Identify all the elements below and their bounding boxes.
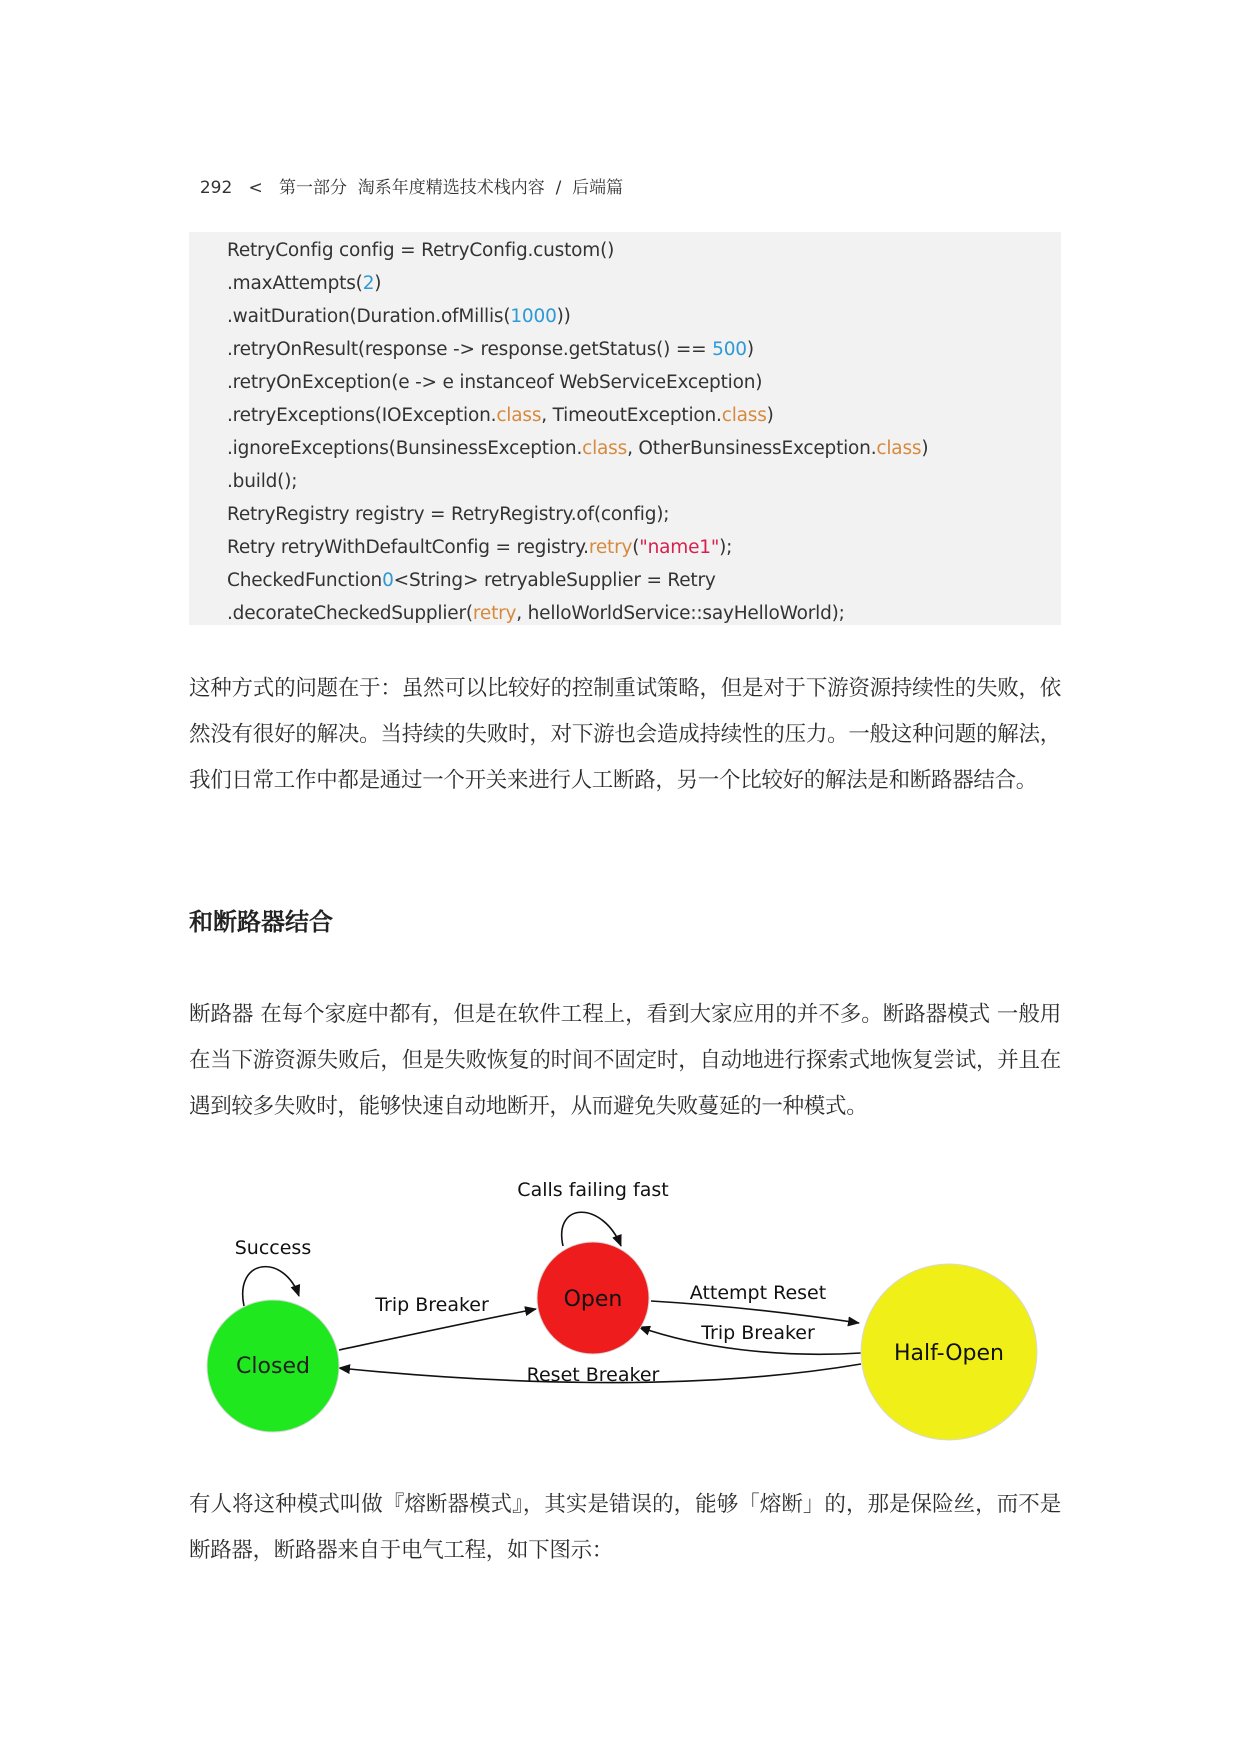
half-open-state-label: Half-Open [894,1341,1004,1366]
code-line [227,564,1061,597]
trip-breaker-label-1: Trip Breaker [375,1294,489,1316]
page-number: 292 [199,178,233,198]
code-line [227,399,1061,432]
reset-breaker-label: Reset Breaker [526,1364,660,1386]
code-token: )) [556,306,571,327]
code-line [227,333,1061,366]
code-token: .retryExceptions(IOException. [227,405,497,426]
code-line [227,597,1061,630]
code-line [227,300,1061,333]
attempt-reset-arrow [651,1301,859,1323]
code-token: , helloWorldService::sayHelloWorld); [516,603,845,624]
code-token: RetryConfig config = RetryConfig.custom() [227,240,615,261]
code-line [227,267,1061,300]
header-section: 第一部分 淘系年度精选技术栈内容 [278,178,545,198]
code-line [227,498,1061,531]
closed-state-label: Closed [236,1354,310,1379]
code-line [227,432,1061,465]
code-token: ) [746,339,754,360]
paragraph-circuit-breaker-intro: 断路器 在每个家庭中都有，但是在软件工程上，看到大家应用的并不多。断路器模式 一般用在当下游资源失败后，但是失败恢复的时间不固定时，自动地进行探索式地恢复尝试，并且在遇到较多失败时，能够快速自动地断开，从而避免失败蔓延的一种模式。 [189,1002,1061,1119]
code-token: ( [632,537,640,558]
header-slash: / [555,178,562,198]
code-token: .retryOnException(e -> e instanceof WebServiceException) [227,372,763,393]
attempt-reset-label: Attempt Reset [689,1282,827,1304]
paragraph-fuse-note: 有人将这种模式叫做『熔断器模式』，其实是错误的，能够「熔断」的，那是保险丝，而不是断路器，断路器来自于电气工程，如下图示： [189,1492,1061,1563]
code-block [189,232,1061,625]
code-token: ) [374,273,382,294]
code-token: class [582,438,628,459]
circuit-breaker-state-diagram [189,1168,1059,1458]
calls-failing-fast-loop-arrow [562,1212,621,1246]
code-line [227,531,1061,564]
code-line [227,234,1061,267]
success-label: Success [234,1237,312,1259]
code-token: .ignoreExceptions(BunsinessException. [227,438,583,459]
header-chapter: 后端篇 [572,178,624,198]
code-token: .build(); [227,471,298,492]
code-token: , TimeoutException. [541,405,722,426]
code-line [227,465,1061,498]
page-header [189,153,623,198]
code-token: class [876,438,922,459]
code-token: 1000 [510,306,557,327]
code-token: 2 [362,273,375,294]
calls-failing-fast-label: Calls failing fast [517,1179,669,1201]
code-token: 0 [382,570,394,591]
code-line [227,366,1061,399]
code-token: retry [472,603,517,624]
code-token: ); [719,537,733,558]
code-token: class [496,405,542,426]
open-state-label: Open [563,1287,623,1312]
code-token: <String> retryableSupplier = Retry [393,570,716,591]
code-token: RetryRegistry registry = RetryRegistry.of(config); [227,504,670,525]
code-token: 500 [712,339,747,360]
code-token: .maxAttempts( [227,273,363,294]
code-token: , OtherBunsinessException. [627,438,877,459]
code-token: Retry retryWithDefaultConfig = registry. [227,537,589,558]
code-token: CheckedFunction [227,570,383,591]
code-token: .retryOnResult(response -> response.getStatus() == [227,339,713,360]
trip-breaker-label-2: Trip Breaker [701,1322,815,1344]
code-token: class [721,405,767,426]
section-heading: 和断路器结合 [189,908,333,936]
code-token: retry [588,537,633,558]
paragraph-retry-problem: 这种方式的问题在于：虽然可以比较好的控制重试策略，但是对于下游资源持续性的失败，依然没有很好的解决。当持续的失败时，对下游也会造成持续性的压力。一般这种问题的解法，我们日常工作中都是通过一个开关来进行人工断路，另一个比较好的解法是和断路器结合。 [189,676,1061,793]
code-token: .waitDuration(Duration.ofMillis( [227,306,511,327]
code-token: ) [921,438,929,459]
code-token: .decorateCheckedSupplier( [227,603,473,624]
code-token: "name1" [639,537,720,558]
header-separator: < [248,178,263,198]
code-token: ) [766,405,774,426]
